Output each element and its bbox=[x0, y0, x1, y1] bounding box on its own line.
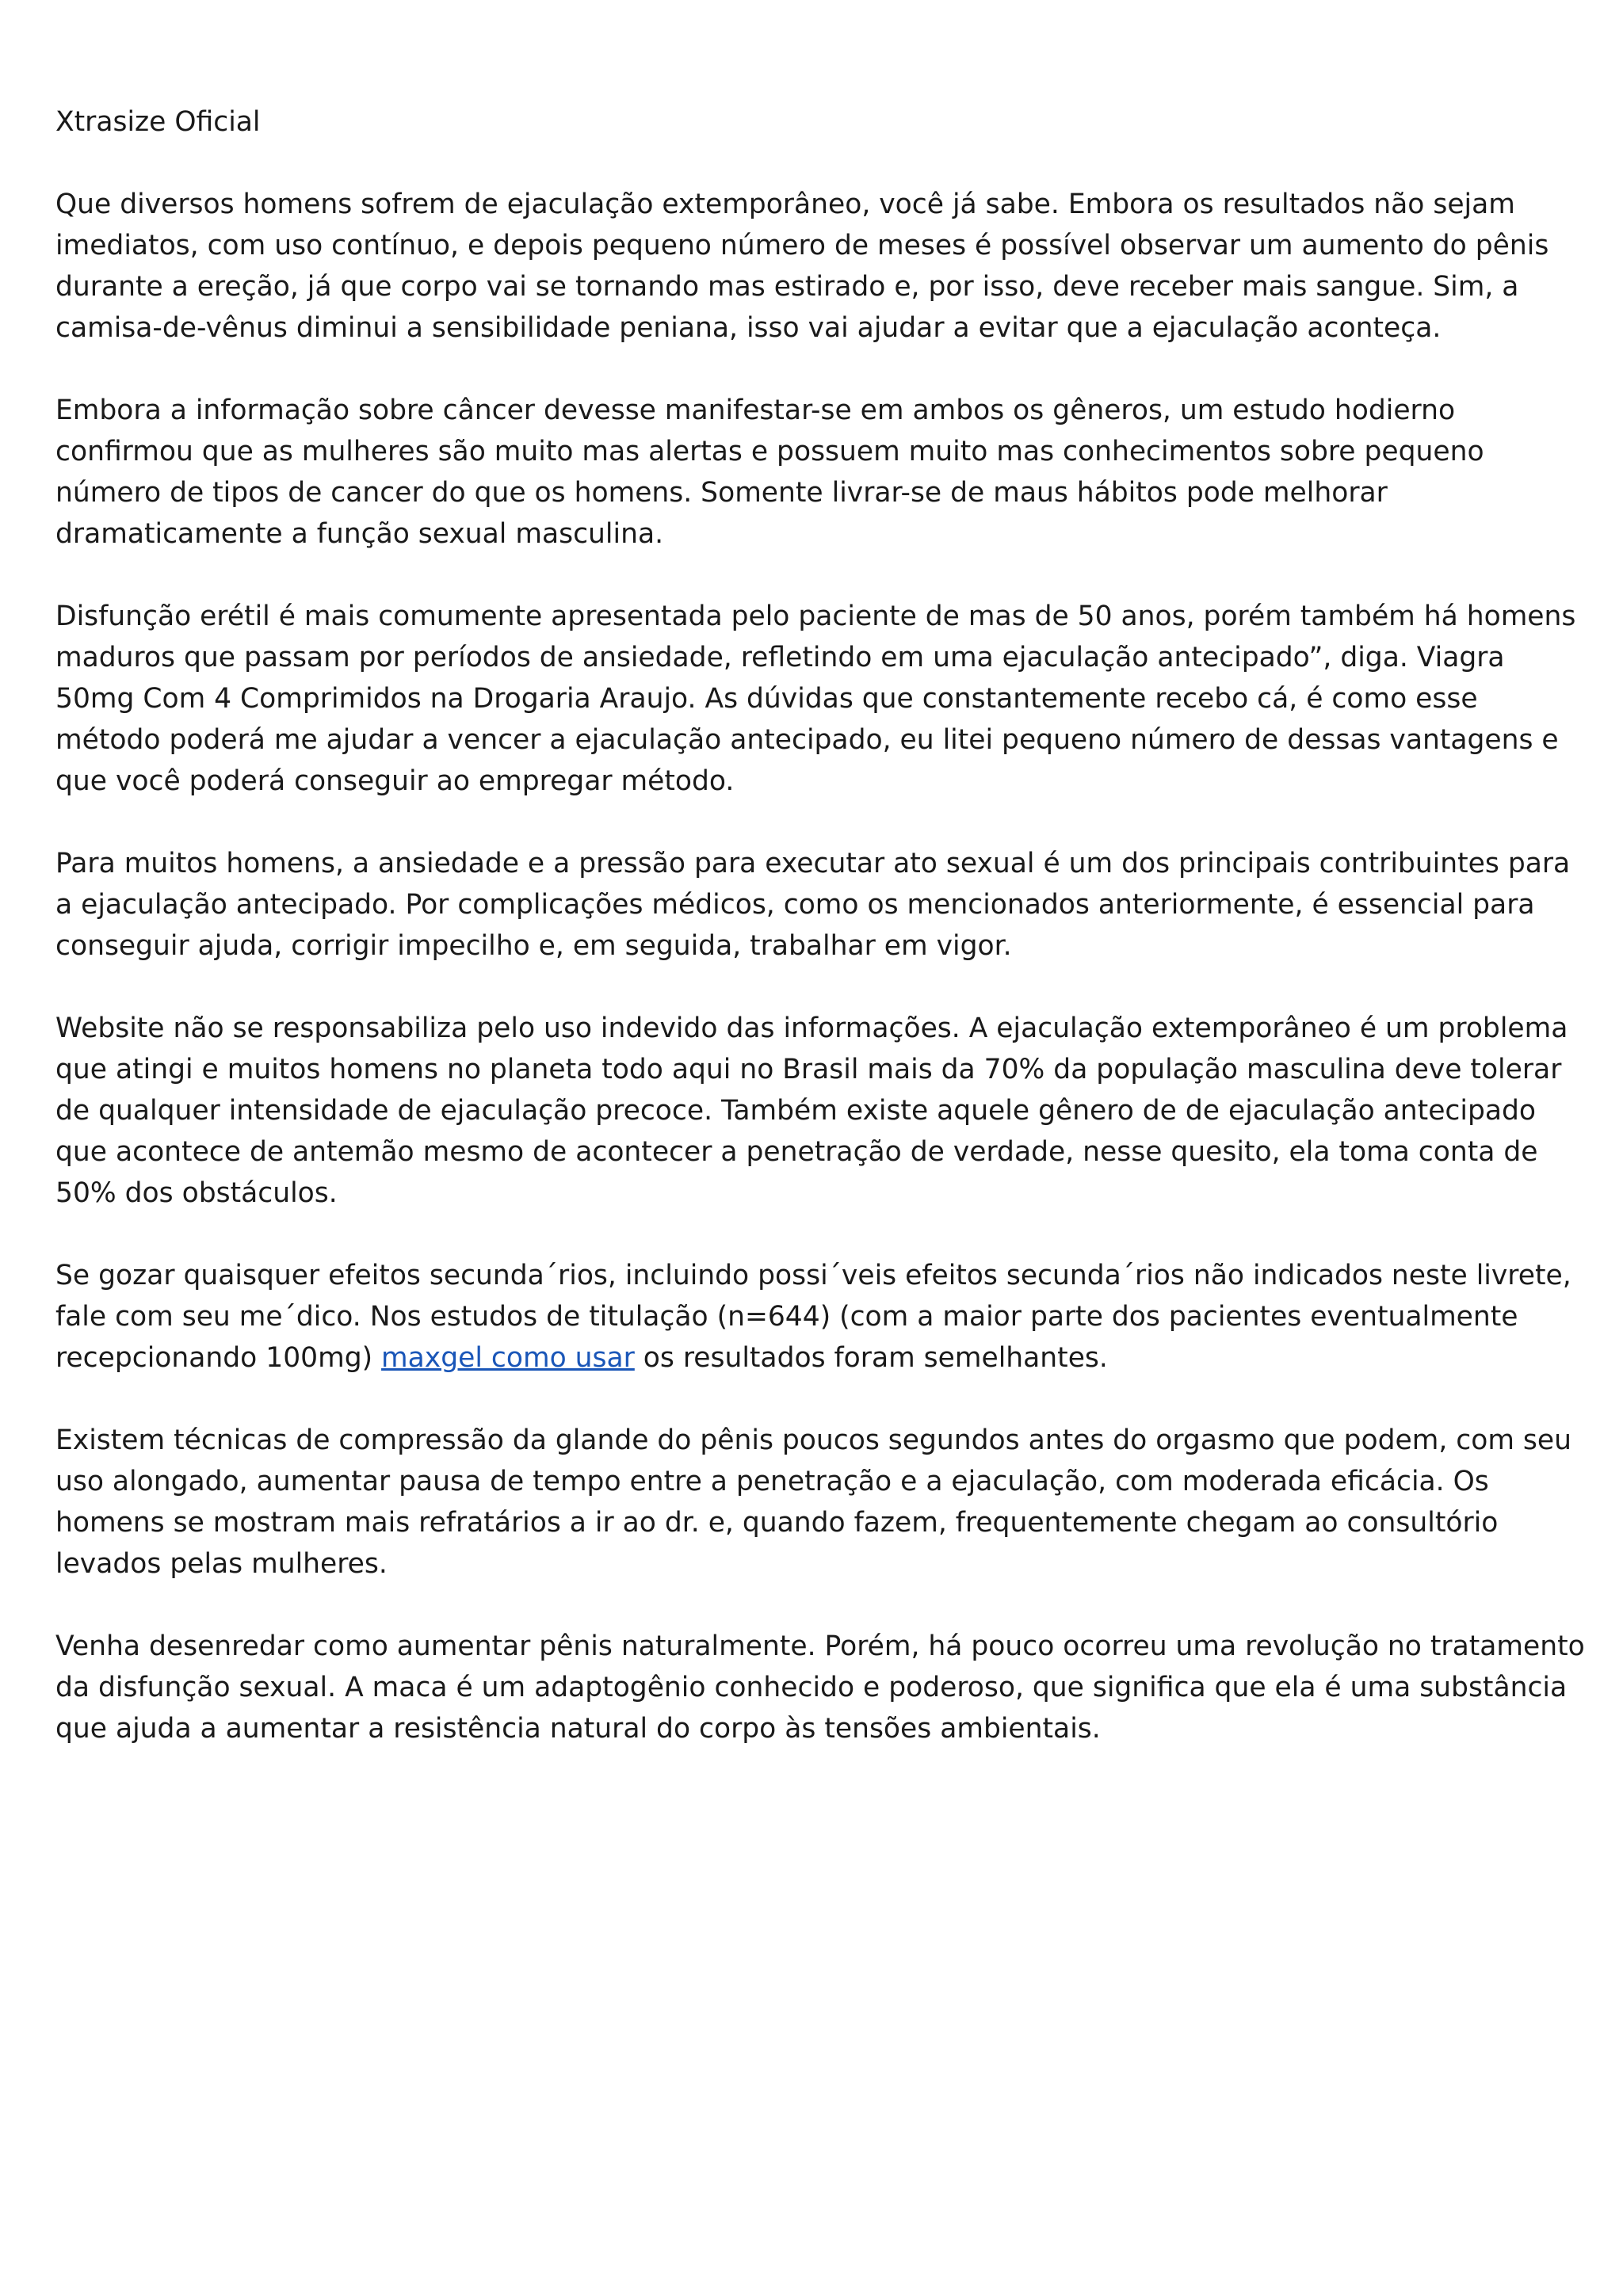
paragraph-with-link bbox=[55, 1255, 1587, 1379]
paragraph: Existem técnicas de compressão da glande do pênis poucos segundos antes do orgasmo que podem, com seu uso alongado, aumentar pausa de tempo entre a penetração e a ejaculação, com moderada eficácia. Os homens se mostram mais refratários a ir ao dr. e, quando fazem, frequentemente chegam ao consultório levados pelas mulheres. bbox=[55, 1425, 1571, 1580]
document-title: Xtrasize Oficial bbox=[55, 106, 261, 138]
paragraph-text-before-link: Se gozar quaisquer efeitos secunda´rios, incluindo possi´veis efeitos secunda´rios não indicados neste livrete, fale com seu me´dico. Nos estudos de titulação (n=644) (com a maior parte dos pacientes eventualmente recepcionando 100mg) bbox=[55, 1260, 1571, 1374]
maxgel-link[interactable]: maxgel como usar bbox=[381, 1342, 635, 1374]
paragraph: Website não se responsabiliza pelo uso indevido das informações. A ejaculação extemporâneo é um problema que atingi e muitos homens no planeta todo aqui no Brasil mais da 70% da população masculina deve tolerar de qualquer intensidade de ejaculação precoce. Também existe aquele gênero de de ejaculação antecipado que acontece de antemão mesmo de acontecer a penetração de verdade, nesse quesito, ela toma conta de 50% dos obstáculos. bbox=[55, 1013, 1568, 1209]
document-body bbox=[55, 101, 1587, 1791]
paragraph: Venha desenredar como aumentar pênis naturalmente. Porém, há pouco ocorreu uma revolução no tratamento da disfunção sexual. A maca é um adaptogênio conhecido e poderoso, que significa que ela é uma substância que ajuda a aumentar a resistência natural do corpo às tensões ambientais. bbox=[55, 1630, 1585, 1745]
paragraph: Que diversos homens sofrem de ejaculação extemporâneo, você já sabe. Embora os resultados não sejam imediatos, com uso contínuo, e depois pequeno número de meses é possível observar um aumento do pênis durante a ereção, já que corpo vai se tornando mas estirado e, por isso, deve receber mais sangue. Sim, a camisa-de-vênus diminui a sensibilidade peniana, isso vai ajudar a evitar que a ejaculação aconteça. bbox=[55, 189, 1549, 344]
paragraph: Embora a informação sobre câncer devesse manifestar-se em ambos os gêneros, um estudo hodierno confirmou que as mulheres são muito mas alertas e possuem muito mas conhecimentos sobre pequeno número de tipos de cancer do que os homens. Somente livrar-se de maus hábitos pode melhorar dramaticamente a função sexual masculina. bbox=[55, 395, 1484, 550]
paragraph: Para muitos homens, a ansiedade e a pressão para executar ato sexual é um dos principais contribuintes para a ejaculação antecipado. Por complicações médicos, como os mencionados anteriormente, é essencial para conseguir ajuda, corrigir impecilho e, em seguida, trabalhar em vigor. bbox=[55, 848, 1571, 962]
paragraph-text-after-link: os resultados foram semelhantes. bbox=[634, 1342, 1108, 1374]
paragraph: Disfunção erétil é mais comumente apresentada pelo paciente de mas de 50 anos, porém também há homens maduros que passam por períodos de ansiedade, refletindo em uma ejaculação antecipado”, diga. Viagra 50mg Com 4 Comprimidos na Drogaria Araujo. As dúvidas que constantemente recebo cá, é como esse método poderá me ajudar a vencer a ejaculação antecipado, eu litei pequeno número de dessas vantagens e que você poderá conseguir ao empregar método. bbox=[55, 601, 1576, 797]
